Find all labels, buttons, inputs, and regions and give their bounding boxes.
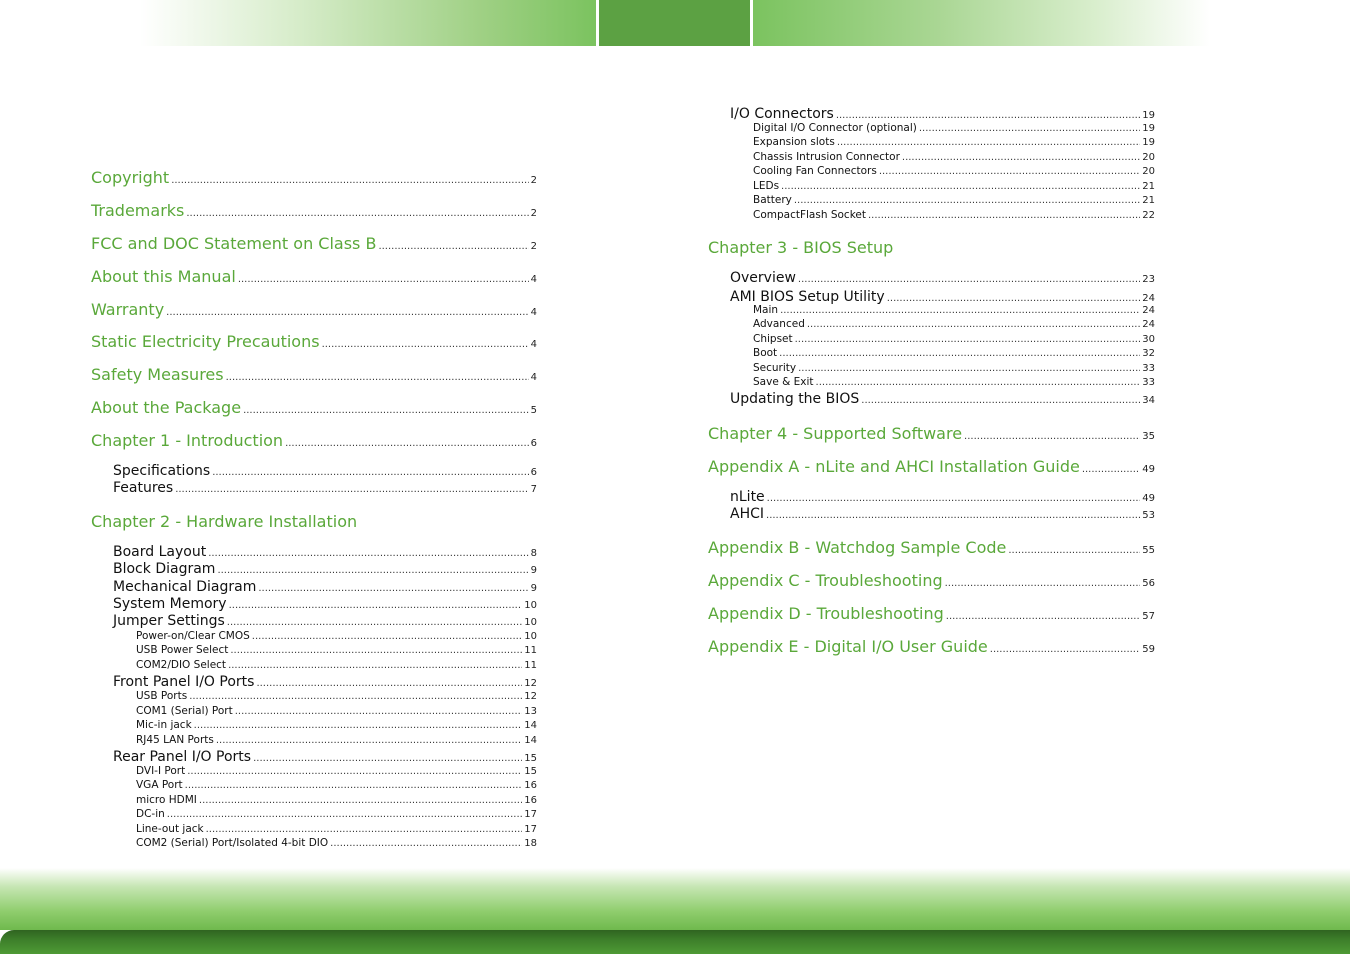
- toc-entry-page: 21: [1142, 195, 1155, 206]
- toc-entry-page: 4: [530, 339, 537, 350]
- toc-entry-title: Front Panel I/O Ports: [113, 674, 255, 690]
- toc-entry-title: Updating the BIOS: [730, 391, 860, 407]
- toc-entry-title: FCC and DOC Statement on Class B: [91, 234, 377, 253]
- toc-entry[interactable]: [708, 362, 1155, 374]
- toc-entry[interactable]: [708, 333, 1155, 345]
- toc-dot-leader: [166, 307, 528, 318]
- toc-entry-page: 9: [530, 565, 537, 576]
- toc-entry-title: Appendix D - Troubleshooting: [708, 604, 944, 623]
- toc-dot-leader: [781, 181, 1140, 192]
- toc-entry[interactable]: [91, 630, 537, 642]
- toc-entry-title: Cooling Fan Connectors: [753, 165, 877, 177]
- toc-entry[interactable]: [708, 106, 1155, 122]
- toc-dot-leader: [235, 706, 523, 717]
- toc-entry-title: USB Power Select: [136, 644, 229, 656]
- toc-entry[interactable]: [91, 644, 537, 656]
- toc-entry[interactable]: [91, 808, 537, 820]
- toc-dot-leader: [378, 241, 528, 252]
- toc-dot-leader: [1082, 464, 1140, 475]
- toc-entry[interactable]: [708, 489, 1155, 505]
- toc-entry-page: 17: [524, 824, 537, 835]
- toc-entry[interactable]: [708, 180, 1155, 192]
- toc-entry[interactable]: [91, 300, 537, 319]
- toc-entry-page: 2: [530, 241, 537, 252]
- toc-entry[interactable]: [91, 267, 537, 286]
- toc-dot-leader: [226, 372, 529, 383]
- toc-entry-title: Chassis Intrusion Connector: [753, 151, 900, 163]
- toc-dot-leader: [256, 678, 522, 689]
- toc-entry-page: 8: [530, 548, 537, 559]
- toc-dot-leader: [837, 137, 1140, 148]
- toc-dot-leader: [780, 305, 1140, 316]
- toc-entry-page: 23: [1142, 274, 1155, 285]
- toc-entry-page: 53: [1142, 510, 1155, 521]
- toc-dot-leader: [798, 274, 1140, 285]
- toc-dot-leader: [794, 195, 1140, 206]
- toc-dot-leader: [919, 123, 1140, 134]
- toc-entry-page: 22: [1142, 210, 1155, 221]
- toc-dot-leader: [258, 583, 528, 594]
- toc-entry-page: 2: [530, 208, 537, 219]
- toc-dot-leader: [795, 334, 1141, 345]
- toc-entry-title: Jumper Settings: [113, 613, 225, 629]
- toc-dot-leader: [807, 319, 1140, 330]
- toc-entry-page: 21: [1142, 181, 1155, 192]
- toc-dot-leader: [217, 565, 528, 576]
- toc-entry-page: 6: [530, 467, 537, 478]
- toc-entry[interactable]: [91, 596, 537, 612]
- toc-dot-leader: [766, 510, 1140, 521]
- toc-entry-page: 10: [524, 617, 537, 628]
- toc-entry[interactable]: [91, 168, 537, 187]
- toc-dot-leader: [322, 339, 529, 350]
- toc-entry-page: 10: [524, 600, 537, 611]
- toc-entry[interactable]: [708, 457, 1155, 476]
- toc-dot-leader: [945, 578, 1141, 589]
- toc-entry-title: Board Layout: [113, 544, 207, 560]
- toc-entry-page: 4: [530, 372, 537, 383]
- toc-entry[interactable]: [91, 837, 537, 849]
- toc-entry[interactable]: [708, 238, 1155, 257]
- toc-entry-title: Chapter 3 - BIOS Setup: [708, 238, 894, 257]
- toc-dot-leader: [228, 660, 522, 671]
- toc-entry-title: Features: [113, 480, 174, 496]
- toc-entry[interactable]: [708, 391, 1155, 407]
- toc-entry[interactable]: [708, 165, 1155, 177]
- toc-entry-page: 59: [1142, 644, 1155, 655]
- header-gradient-right: [753, 0, 1210, 46]
- toc-entry-title: Specifications: [113, 463, 211, 479]
- toc-entry-page: 49: [1142, 464, 1155, 475]
- toc-entry[interactable]: [91, 463, 537, 479]
- toc-dot-leader: [206, 824, 523, 835]
- toc-dot-leader: [189, 691, 522, 702]
- toc-entry[interactable]: [91, 365, 537, 384]
- toc-dot-leader: [285, 438, 529, 449]
- toc-entry-page: 15: [524, 766, 537, 777]
- toc-entry-title: DC-in: [136, 808, 165, 820]
- toc-entry-title: Safety Measures: [91, 365, 224, 384]
- toc-entry-title: Appendix C - Troubleshooting: [708, 571, 943, 590]
- toc-entry-page: 24: [1142, 293, 1155, 304]
- toc-entry[interactable]: [708, 424, 1155, 443]
- toc-entry-title: Main: [753, 304, 779, 316]
- toc-entry[interactable]: [91, 749, 537, 765]
- toc-entry-title: COM2/DIO Select: [136, 659, 227, 671]
- toc-entry[interactable]: [91, 690, 537, 702]
- toc-dot-leader: [227, 617, 522, 628]
- toc-entry-title: System Memory: [113, 596, 227, 612]
- toc-entry-title: Chipset: [753, 333, 793, 345]
- toc-entry-title: Chapter 2 - Hardware Installation: [91, 512, 358, 531]
- toc-entry-page: 19: [1142, 123, 1155, 134]
- toc-entry-title: Mic-in jack: [136, 719, 192, 731]
- toc-dot-leader: [199, 795, 522, 806]
- toc-entry-title: Save & Exit: [753, 376, 814, 388]
- toc-entry-page: 14: [524, 720, 537, 731]
- toc-entry-title: Security: [753, 362, 797, 374]
- toc-entry-title: AMI BIOS Setup Utility: [730, 289, 885, 305]
- toc-entry-page: 56: [1142, 578, 1155, 589]
- toc-dot-leader: [229, 600, 523, 611]
- toc-entry-page: 20: [1142, 152, 1155, 163]
- toc-entry[interactable]: [708, 122, 1155, 134]
- toc-dot-leader: [194, 720, 523, 731]
- toc-entry[interactable]: [91, 544, 537, 560]
- header-center-block: [599, 0, 750, 46]
- toc-entry-title: Power-on/Clear CMOS: [136, 630, 250, 642]
- toc-dot-leader: [216, 735, 522, 746]
- toc-entry-page: 19: [1142, 110, 1155, 121]
- toc-entry-title: AHCI: [730, 506, 765, 522]
- toc-entry[interactable]: [708, 506, 1155, 522]
- toc-entry-title: Block Diagram: [113, 561, 216, 577]
- toc-entry-title: About the Package: [91, 398, 242, 417]
- footer-bar: [0, 930, 1350, 954]
- toc-entry[interactable]: [708, 136, 1155, 148]
- toc-entry-page: 11: [524, 660, 537, 671]
- toc-entry-title: Digital I/O Connector (optional): [753, 122, 917, 134]
- toc-entry-title: Copyright: [91, 168, 170, 187]
- header-gradient-left: [140, 0, 596, 46]
- toc-dot-leader: [964, 431, 1140, 442]
- toc-entry[interactable]: [708, 318, 1155, 330]
- toc-entry[interactable]: [708, 304, 1155, 316]
- toc-dot-leader: [990, 644, 1141, 655]
- toc-entry[interactable]: [91, 705, 537, 717]
- toc-dot-leader: [868, 210, 1140, 221]
- toc-dot-leader: [779, 348, 1140, 359]
- toc-entry-title: COM1 (Serial) Port: [136, 705, 233, 717]
- toc-entry[interactable]: [91, 480, 537, 496]
- toc-dot-leader: [171, 175, 528, 186]
- toc-entry-page: 4: [530, 307, 537, 318]
- toc-entry[interactable]: [91, 719, 537, 731]
- toc-dot-leader: [243, 405, 529, 416]
- toc-entry-title: nLite: [730, 489, 765, 505]
- toc-entry-title: Advanced: [753, 318, 805, 330]
- toc-dot-leader: [185, 780, 523, 791]
- toc-entry[interactable]: [91, 579, 537, 595]
- toc-entry-title: LEDs: [753, 180, 780, 192]
- toc-entry-title: VGA Port: [136, 779, 183, 791]
- toc-entry[interactable]: [708, 289, 1155, 305]
- toc-entry-title: Trademarks: [91, 201, 185, 220]
- toc-dot-leader: [816, 377, 1141, 388]
- toc-entry-page: 9: [530, 583, 537, 594]
- toc-dot-leader: [836, 110, 1140, 121]
- toc-entry[interactable]: [91, 398, 537, 417]
- toc-entry-page: 15: [524, 753, 537, 764]
- toc-entry[interactable]: [91, 779, 537, 791]
- toc-dot-leader: [253, 753, 522, 764]
- toc-dot-leader: [767, 493, 1141, 504]
- toc-entry-page: 16: [524, 795, 537, 806]
- toc-entry-title: DVI-I Port: [136, 765, 186, 777]
- toc-entry[interactable]: [708, 347, 1155, 359]
- toc-entry-page: 57: [1142, 611, 1155, 622]
- toc-entry[interactable]: [91, 512, 537, 531]
- toc-entry[interactable]: [708, 194, 1155, 206]
- toc-entry-page: 24: [1142, 305, 1155, 316]
- toc-entry-page: 17: [524, 809, 537, 820]
- toc-entry[interactable]: [91, 613, 537, 629]
- toc-entry-title: Chapter 4 - Supported Software: [708, 424, 963, 443]
- toc-entry[interactable]: [91, 794, 537, 806]
- toc-entry-title: Boot: [753, 347, 778, 359]
- toc-entry-page: 6: [530, 438, 537, 449]
- toc-entry[interactable]: [708, 151, 1155, 163]
- toc-dot-leader: [330, 838, 522, 849]
- toc-dot-leader: [230, 645, 522, 656]
- toc-dot-leader: [212, 467, 528, 478]
- toc-entry-page: 12: [524, 691, 537, 702]
- toc-entry[interactable]: [91, 765, 537, 777]
- toc-entry-page: 5: [530, 405, 537, 416]
- toc-entry-page: 4: [530, 274, 537, 285]
- toc-entry-title: USB Ports: [136, 690, 188, 702]
- toc-entry-page: 24: [1142, 319, 1155, 330]
- toc-entry-title: Appendix A - nLite and AHCI Installation Guide: [708, 457, 1080, 476]
- footer-gradient: [0, 868, 1350, 930]
- toc-entry-page: 19: [1142, 137, 1155, 148]
- toc-entry-title: CompactFlash Socket: [753, 209, 866, 221]
- toc-entry-page: 33: [1142, 377, 1155, 388]
- toc-entry-page: 30: [1142, 334, 1155, 345]
- toc-entry[interactable]: [708, 604, 1155, 623]
- toc-entry[interactable]: [91, 659, 537, 671]
- toc-entry-title: Appendix E - Digital I/O User Guide: [708, 637, 988, 656]
- toc-entry[interactable]: [91, 823, 537, 835]
- toc-entry[interactable]: [91, 734, 537, 746]
- toc-entry[interactable]: [708, 270, 1155, 286]
- toc-dot-leader: [187, 766, 522, 777]
- toc-entry-title: COM2 (Serial) Port/Isolated 4-bit DIO: [136, 837, 329, 849]
- toc-entry[interactable]: [91, 674, 537, 690]
- toc-entry[interactable]: [708, 209, 1155, 221]
- toc-entry-page: 32: [1142, 348, 1155, 359]
- toc-dot-leader: [887, 293, 1141, 304]
- toc-dot-leader: [208, 548, 528, 559]
- toc-entry-page: 14: [524, 735, 537, 746]
- toc-dot-leader: [861, 395, 1140, 406]
- toc-entry-page: 11: [524, 645, 537, 656]
- toc-entry-page: 34: [1142, 395, 1155, 406]
- toc-entry-title: micro HDMI: [136, 794, 197, 806]
- toc-entry[interactable]: [91, 431, 537, 450]
- toc-entry-page: 2: [530, 175, 537, 186]
- toc-entry-page: 55: [1142, 545, 1155, 556]
- toc-entry-page: 49: [1142, 493, 1155, 504]
- toc-entry-page: 20: [1142, 166, 1155, 177]
- toc-entry-page: 7: [530, 484, 537, 495]
- toc-entry-page: 18: [524, 838, 537, 849]
- toc-entry-title: I/O Connectors: [730, 106, 834, 122]
- toc-entry[interactable]: [708, 376, 1155, 388]
- toc-entry-title: RJ45 LAN Ports: [136, 734, 214, 746]
- toc-dot-leader: [167, 809, 522, 820]
- toc-entry-page: 10: [524, 631, 537, 642]
- toc-entry[interactable]: [708, 571, 1155, 590]
- toc-entry-page: 13: [524, 706, 537, 717]
- toc-entry[interactable]: [91, 332, 537, 351]
- toc-entry[interactable]: [91, 201, 537, 220]
- toc-entry[interactable]: [708, 538, 1155, 557]
- toc-entry[interactable]: [708, 637, 1155, 656]
- toc-entry-title: Mechanical Diagram: [113, 579, 257, 595]
- toc-entry-title: Warranty: [91, 300, 165, 319]
- toc-dot-leader: [798, 363, 1140, 374]
- toc-entry-title: Rear Panel I/O Ports: [113, 749, 252, 765]
- toc-entry-page: 16: [524, 780, 537, 791]
- toc-entry-page: 35: [1142, 431, 1155, 442]
- toc-dot-leader: [902, 152, 1140, 163]
- toc-entry-title: Expansion slots: [753, 136, 835, 148]
- toc-entry-title: Appendix B - Watchdog Sample Code: [708, 538, 1007, 557]
- toc-entry-page: 12: [524, 678, 537, 689]
- toc-dot-leader: [238, 274, 529, 285]
- toc-dot-leader: [879, 166, 1140, 177]
- toc-entry[interactable]: [91, 561, 537, 577]
- toc-entry-title: Line-out jack: [136, 823, 204, 835]
- toc-dot-leader: [175, 484, 528, 495]
- toc-entry-title: Chapter 1 - Introduction: [91, 431, 284, 450]
- toc-dot-leader: [946, 611, 1141, 622]
- toc-entry-title: Overview: [730, 270, 796, 286]
- toc-dot-leader: [252, 631, 522, 642]
- toc-entry[interactable]: [91, 234, 537, 253]
- toc-dot-leader: [186, 208, 528, 219]
- toc-entry-title: Battery: [753, 194, 792, 206]
- toc-entry-title: Static Electricity Precautions: [91, 332, 320, 351]
- toc-dot-leader: [1008, 545, 1140, 556]
- toc-entry-title: About this Manual: [91, 267, 236, 286]
- toc-entry-page: 33: [1142, 363, 1155, 374]
